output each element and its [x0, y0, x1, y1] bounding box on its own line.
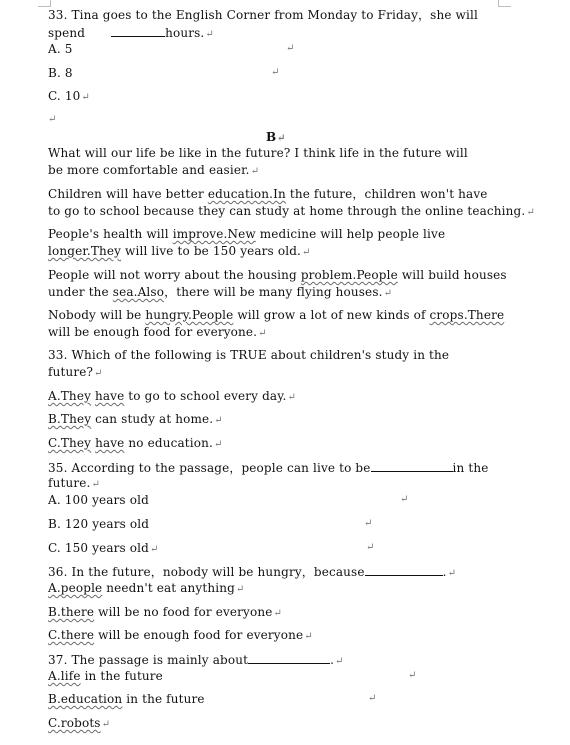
- option-text: will be enough food for everyone: [94, 628, 304, 642]
- passage-p3-line1: [48, 227, 445, 241]
- question-text: 35. According to the passage，people can live to be: [48, 461, 371, 475]
- grammar-flagged-text: C.there: [48, 628, 95, 642]
- paragraph-mark: ↵: [150, 544, 159, 555]
- grammar-flagged-text: B.They: [48, 412, 92, 426]
- option-text: no education.: [124, 436, 213, 450]
- passage-p2-line1: [48, 187, 488, 201]
- q37-stem: [48, 652, 344, 669]
- grammar-flagged-text: A.people: [48, 581, 103, 595]
- paragraph-mark: ↵: [91, 479, 100, 490]
- option-text: A. 5: [48, 42, 73, 56]
- passage-p5-line2: [48, 325, 267, 341]
- paragraph-mark: ↵: [526, 207, 535, 218]
- paragraph-mark: ↵: [94, 368, 103, 379]
- passage-text: the future，children won't have: [285, 187, 488, 201]
- question-text: .: [442, 565, 447, 579]
- option-text: B. 8: [48, 66, 73, 80]
- grammar-flagged-text: B.there: [48, 605, 95, 619]
- q33a-stem-line1: [48, 8, 478, 22]
- paragraph-mark: ↵: [383, 288, 393, 299]
- option-text: needn't eat anything: [102, 581, 235, 595]
- option-text: will be no food for everyone: [94, 605, 273, 619]
- paragraph-mark: ↵: [205, 29, 214, 40]
- q33a-answer-blank: [111, 25, 165, 37]
- paragraph-mark: ↵: [368, 693, 377, 704]
- q33b-option-c: [48, 436, 222, 452]
- grammar-flagged-text: A.They: [48, 389, 91, 403]
- q37-option-a: [48, 669, 163, 683]
- paragraph-mark: ↵: [408, 670, 417, 681]
- q35-option-b: [48, 517, 149, 531]
- grammar-flagged-text: have: [94, 389, 125, 403]
- paragraph-mark: ↵: [287, 392, 297, 403]
- passage-text: to go to school because they can study at home through the online teaching.: [48, 204, 526, 218]
- option-text: in the future: [122, 692, 205, 706]
- grammar-flagged-text: crops.There: [429, 308, 505, 322]
- q33b-stem-line2: [48, 365, 103, 381]
- grammar-flagged-text: B.education: [48, 692, 123, 706]
- option-text: C. 10: [48, 89, 81, 103]
- passage-text: ，there will be many flying houses.: [164, 285, 383, 299]
- grammar-flagged-text: problem.People: [300, 268, 398, 282]
- paragraph-mark: ↵: [271, 67, 280, 78]
- grammar-flagged-text: have: [95, 436, 125, 450]
- paragraph-mark: ↵: [273, 608, 283, 619]
- passage-text: medicine will help people live: [255, 227, 446, 241]
- q33a-hours-text: hours.: [165, 26, 205, 40]
- grammar-flagged-text: A.life: [48, 669, 81, 683]
- question-text: future.: [48, 476, 91, 490]
- passage-p5-line1: [48, 308, 504, 322]
- grammar-flagged-text: sea.Also: [112, 285, 165, 299]
- paragraph-mark: ↵: [286, 43, 295, 54]
- q35-answer-blank: [371, 460, 453, 472]
- grammar-flagged-text: C.They: [48, 436, 92, 450]
- passage-text: will grow a lot of new kinds of: [233, 308, 430, 322]
- margin-corner-mark-left: [38, 0, 51, 7]
- passage-p4-line2: [48, 285, 392, 301]
- grammar-flagged-text: education.In: [207, 187, 286, 201]
- question-text: 36. In the future，nobody will be hungry，because: [48, 565, 365, 579]
- paragraph-mark: ↵: [235, 584, 245, 595]
- q37-option-c: [48, 716, 110, 732]
- paragraph-mark: ↵: [48, 114, 57, 125]
- paragraph-mark: ↵: [250, 166, 260, 177]
- passage-text: will build houses: [397, 268, 507, 282]
- passage-text: will be enough food for everyone.: [48, 325, 258, 339]
- q33a-option-a: [48, 42, 73, 56]
- q35-stem-line1: [48, 460, 488, 475]
- grammar-flagged-text: improve.New: [172, 227, 256, 241]
- margin-corner-mark-right: [498, 0, 511, 7]
- q36-answer-blank: [365, 564, 443, 576]
- q37-answer-blank: [248, 652, 330, 664]
- option-text: C. 150 years old: [48, 541, 149, 555]
- q33a-stem-text: 33. Tina goes to the English Corner from Monday to Friday，she will: [48, 8, 478, 22]
- passage-text: People will not worry about the housing: [48, 268, 301, 282]
- passage-text: be more comfortable and easier.: [48, 163, 250, 177]
- paragraph-mark: ↵: [304, 631, 313, 642]
- paragraph-mark: ↵: [366, 542, 375, 553]
- grammar-flagged-text: longer.They: [48, 244, 122, 258]
- passage-p1-line1: [48, 146, 468, 160]
- q33b-stem-line1: [48, 348, 449, 362]
- option-text: B. 120 years old: [48, 517, 150, 531]
- option-text: to go to school every day.: [124, 389, 287, 403]
- option-text: A. 100 years old: [48, 493, 149, 507]
- question-text: 33. Which of the following is TRUE about children's study in the: [48, 348, 450, 362]
- question-text: .: [330, 653, 335, 667]
- passage-text: Nobody will be: [48, 308, 146, 322]
- passage-text: People's health will: [48, 227, 173, 241]
- passage-text: will live to be 150 years old.: [121, 244, 301, 258]
- question-text: 37. The passage is mainly about: [48, 653, 249, 667]
- passage-p3-line2: [48, 244, 311, 260]
- passage-heading-text: B: [266, 130, 277, 144]
- passage-text: under the: [48, 285, 113, 299]
- option-text: can study at home.: [91, 412, 214, 426]
- paragraph-mark: ↵: [258, 328, 267, 339]
- q36-stem: [48, 564, 456, 581]
- passage-text: What will our life be like in the future? I think life in the future will: [48, 146, 468, 160]
- q36-option-a: [48, 581, 244, 597]
- option-text: in the future: [80, 669, 163, 683]
- passage-text: Children will have better: [48, 187, 208, 201]
- passage-p2-line2: [48, 204, 535, 220]
- paragraph-mark: ↵: [81, 92, 90, 103]
- q35-stem-line2: [48, 476, 100, 492]
- paragraph-mark: ↵: [213, 439, 223, 450]
- question-text: future?: [48, 365, 94, 379]
- q37-option-b: [48, 692, 205, 706]
- passage-heading: [266, 130, 286, 146]
- paragraph-mark: ↵: [214, 415, 223, 426]
- paragraph-mark: ↵: [277, 133, 286, 144]
- paragraph-mark: ↵: [335, 656, 344, 667]
- passage-p1-line2: [48, 163, 259, 179]
- paragraph-mark: ↵: [302, 247, 311, 258]
- paragraph-mark: ↵: [101, 719, 111, 730]
- q33a-option-b: [48, 66, 73, 80]
- q36-option-b: [48, 605, 282, 621]
- grammar-flagged-text: C.robots: [48, 716, 101, 730]
- grammar-flagged-text: hungry.People: [145, 308, 234, 322]
- q33b-option-a: [48, 389, 296, 405]
- paragraph-mark: ↵: [400, 494, 409, 505]
- paragraph-mark: ↵: [364, 518, 373, 529]
- q35-option-a: [48, 493, 149, 507]
- q35-option-c: [48, 541, 159, 557]
- q33a-stem-line2: [48, 25, 214, 42]
- q33b-option-b: [48, 412, 223, 428]
- passage-p4-line1: [48, 268, 507, 282]
- q33a-spend-text: spend: [48, 26, 86, 40]
- q36-option-c: [48, 628, 313, 644]
- q33a-option-c: [48, 89, 90, 105]
- paragraph-mark: ↵: [447, 568, 457, 579]
- question-text: in the: [452, 461, 489, 475]
